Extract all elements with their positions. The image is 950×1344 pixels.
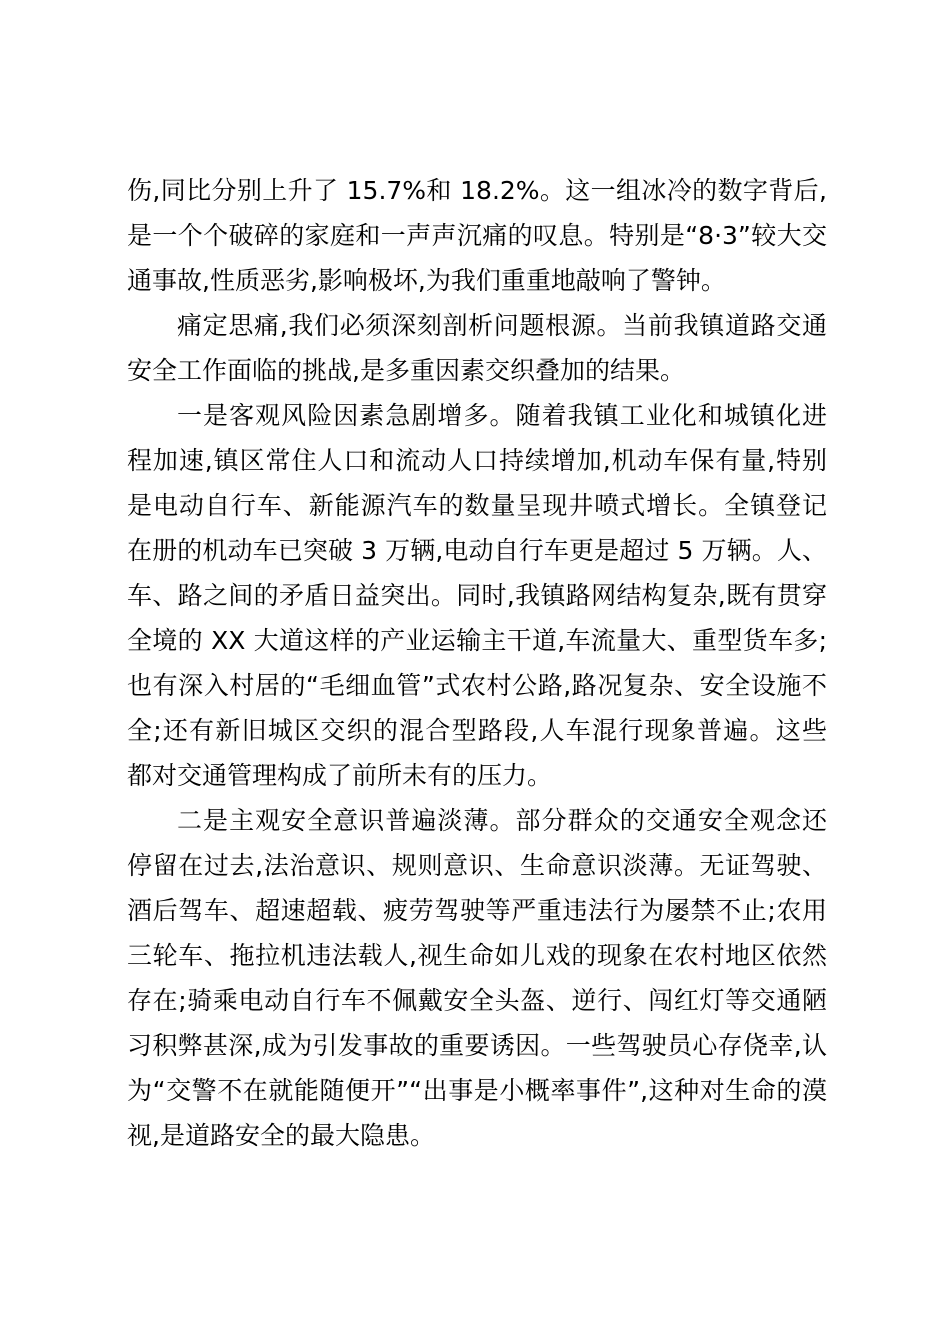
text-line: 全境的 XX 大道这样的产业运输主干道,车流量大、重型货车多; [127, 626, 827, 655]
text-line: 习积弊甚深,成为引发事故的重要诱因。一些驾驶员心存侥幸,认 [127, 1031, 827, 1060]
text-line: 通事故,性质恶劣,影响极坏,为我们重重地敲响了警钟。 [127, 266, 726, 295]
text-line: 三轮车、拖拉机违法载人,视生命如儿戏的现象在农村地区依然 [127, 941, 827, 970]
text-line: 全;还有新旧城区交织的混合型路段,人车混行现象普遍。这些 [127, 716, 827, 745]
text-line: 程加速,镇区常住人口和流动人口持续增加,机动车保有量,特别 [127, 446, 827, 475]
document-body [127, 168, 827, 1158]
text-line: 存在;骑乘电动自行车不佩戴安全头盔、逆行、闯红灯等交通陋 [127, 986, 827, 1015]
paragraph-start-line: 一是客观风险因素急剧增多。随着我镇工业化和城镇化进 [177, 401, 827, 430]
text-line: 在册的机动车已突破 3 万辆,电动自行车更是超过 5 万辆。人、 [127, 536, 827, 565]
text-line: 都对交通管理构成了前所未有的压力。 [127, 761, 553, 790]
text-line: 也有深入村居的“毛细血管”式农村公路,路况复杂、安全设施不 [127, 671, 827, 700]
text-line: 伤,同比分别上升了 15.7%和 18.2%。这一组冰冷的数字背后, [127, 176, 827, 205]
text-line: 停留在过去,法治意识、规则意识、生命意识淡薄。无证驾驶、 [127, 851, 827, 880]
text-line: 车、路之间的矛盾日益突出。同时,我镇路网结构复杂,既有贯穿 [127, 581, 827, 610]
text-line: 为“交警不在就能随便开”“出事是小概率事件”,这种对生命的漠 [127, 1076, 827, 1105]
paragraph-start-line: 二是主观安全意识普遍淡薄。部分群众的交通安全观念还 [177, 806, 827, 835]
text-line: 是一个个破碎的家庭和一声声沉痛的叹息。特别是“8·3”较大交 [127, 221, 827, 250]
paragraph-start-line: 痛定思痛,我们必须深刻剖析问题根源。当前我镇道路交通 [177, 311, 827, 340]
text-line: 视,是道路安全的最大隐患。 [127, 1121, 435, 1150]
text-line: 安全工作面临的挑战,是多重因素交织叠加的结果。 [127, 356, 685, 385]
text-line: 是电动自行车、新能源汽车的数量呈现井喷式增长。全镇登记 [127, 491, 827, 520]
text-line: 酒后驾车、超速超载、疲劳驾驶等严重违法行为屡禁不止;农用 [127, 896, 827, 925]
